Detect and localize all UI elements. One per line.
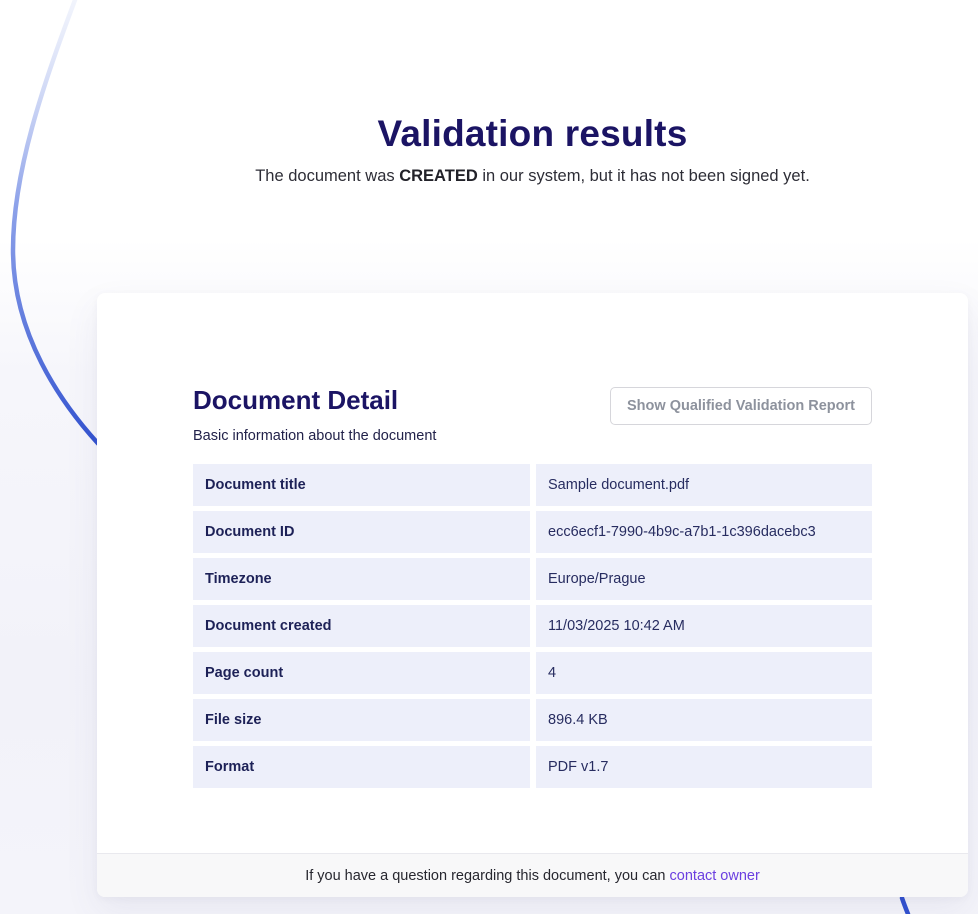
detail-value: PDF v1.7 xyxy=(536,746,872,788)
table-row xyxy=(193,746,872,788)
show-qualified-validation-report-button[interactable]: Show Qualified Validation Report xyxy=(610,387,872,425)
table-row xyxy=(193,699,872,741)
detail-value: ecc6ecf1-7990-4b9c-a7b1-1c396dacebc3 xyxy=(536,511,872,553)
card-content xyxy=(97,293,968,788)
detail-value: Sample document.pdf xyxy=(536,464,872,506)
detail-label: Page count xyxy=(193,652,530,694)
page-subtitle xyxy=(97,164,968,188)
card-subtitle: Basic information about the document xyxy=(193,428,437,444)
table-row xyxy=(193,652,872,694)
detail-label: Format xyxy=(193,746,530,788)
detail-value: 896.4 KB xyxy=(536,699,872,741)
card-header-row xyxy=(193,385,872,445)
detail-value: Europe/Prague xyxy=(536,558,872,600)
table-row xyxy=(193,605,872,647)
detail-label: Timezone xyxy=(193,558,530,600)
detail-label: Document created xyxy=(193,605,530,647)
detail-label: Document title xyxy=(193,464,530,506)
detail-label: Document ID xyxy=(193,511,530,553)
document-detail-table xyxy=(193,464,872,788)
subtitle-status-word: CREATED xyxy=(399,167,478,185)
table-row xyxy=(193,558,872,600)
document-detail-card xyxy=(97,293,968,897)
card-heading-block xyxy=(193,385,436,445)
detail-value: 11/03/2025 10:42 AM xyxy=(536,605,872,647)
table-row xyxy=(193,464,872,506)
page-header xyxy=(97,112,968,188)
table-row xyxy=(193,511,872,553)
subtitle-prefix: The document was xyxy=(255,167,400,185)
detail-value: 4 xyxy=(536,652,872,694)
detail-label: File size xyxy=(193,699,530,741)
contact-owner-link[interactable]: contact owner xyxy=(669,867,760,884)
footer-text: If you have a question regarding this document, you can xyxy=(305,867,666,884)
subtitle-suffix: in our system, but it has not been signed yet. xyxy=(477,167,810,185)
card-footer xyxy=(97,853,968,897)
card-title: Document Detail xyxy=(193,385,399,415)
page-title: Validation results xyxy=(377,113,688,154)
